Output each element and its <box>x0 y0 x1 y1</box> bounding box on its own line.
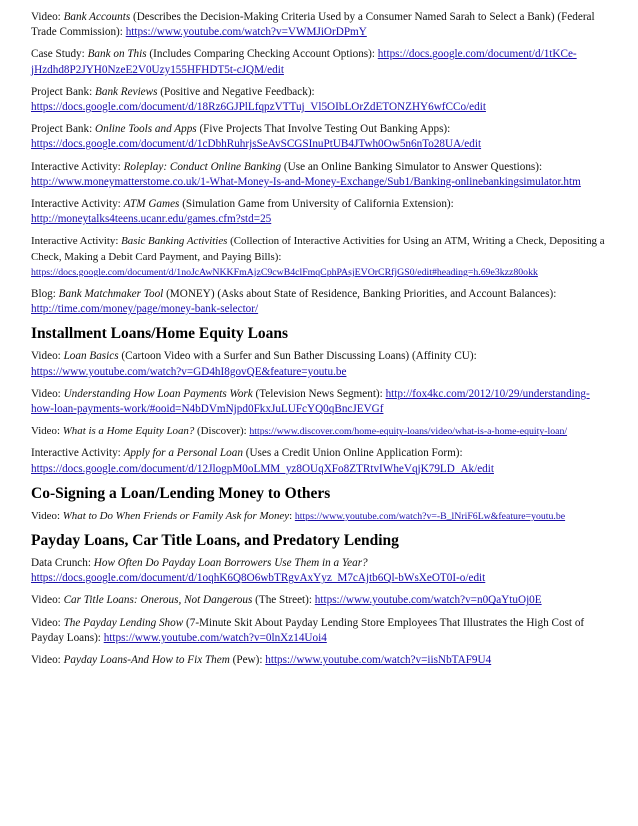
section-heading-co-signing-a-loan-lending-money-to-others: Co-Signing a Loan/Lending Money to Others <box>31 484 331 502</box>
resource-type: Interactive Activity: <box>31 198 121 211</box>
resource-type: Interactive Activity: <box>31 160 121 173</box>
resource-link[interactable]: https://www.youtube.com/watch?v=-B_lNriF6Lw&feature=youtu.be <box>294 510 566 522</box>
resource-link[interactable]: https://www.youtube.com/watch?v=iisNbTAF9U4 <box>265 654 492 667</box>
resource-title: Online Tools and Apps <box>95 123 197 136</box>
resource-title: Car Title Loans: Onerous, Not Dangerous <box>63 594 253 607</box>
resource-entry <box>31 509 608 524</box>
resource-type: Video: <box>31 11 61 23</box>
resource-entry <box>31 197 608 227</box>
resource-title: What to Do When Friends or Family Ask for Money <box>62 509 290 522</box>
resource-link[interactable]: https://docs.google.com/document/d/1noJcAwNKKFmAjzC9cwB4clFmqCphPAsjEVOrCRfjGS0/edit#heading=h.69e3kzz80okk <box>31 266 538 278</box>
resource-description: (Five Projects That Involve Testing Out Banking Apps): <box>196 123 451 136</box>
resource-entry <box>31 653 608 668</box>
resource-link[interactable]: https://www.discover.com/home-equity-loans/video/what-is-a-home-equity-loan/ <box>249 426 568 438</box>
resource-type: Project Bank: <box>31 85 93 98</box>
resource-link[interactable]: http://time.com/money/page/money-bank-selector/ <box>31 303 259 316</box>
resource-entry <box>31 349 608 379</box>
resource-link[interactable]: http://moneytalks4teens.ucanr.edu/games.cfm?std=25 <box>31 213 272 226</box>
resource-type: Blog: <box>31 288 56 301</box>
resource-entry <box>31 387 608 417</box>
resource-description: (Simulation Game from University of California Extension): <box>179 198 454 211</box>
resource-title: Payday Loans-And How to Fix Them <box>63 654 230 667</box>
resource-link[interactable]: http://fox4kc.com/2012/10/29/understanding-how-loan-payments-work/#ooid=N4bDVmNjpd0FkxJuLUFcYQ0qBncJEVGf <box>31 387 590 416</box>
resource-description: (Discover): <box>194 425 250 438</box>
resource-link[interactable]: https://docs.google.com/document/d/1cDbhRuhrjsSeAvSCGSInuPtUB4JTwh0Ow5n6nTo28UA/edit <box>31 138 482 151</box>
resource-link[interactable]: https://www.youtube.com/watch?v=VWMJiOrDPmY <box>125 26 367 39</box>
resource-description: : <box>289 509 295 522</box>
resource-entry <box>31 424 608 439</box>
resource-type: Video: <box>31 425 60 438</box>
resource-type: Video: <box>31 350 61 363</box>
resource-type: Case Study: <box>31 48 85 61</box>
resource-entry <box>31 234 608 280</box>
resource-description: (Use an Online Banking Simulator to Answer Questions): <box>281 160 543 173</box>
resource-description: (Positive and Negative Feedback): <box>157 85 315 98</box>
resource-description: (MONEY) (Asks about State of Residence, Banking Priorities, and Account Balances): <box>163 288 557 301</box>
resource-title: Bank Reviews <box>95 85 158 98</box>
resource-title: Apply for a Personal Loan <box>123 447 243 460</box>
resource-link[interactable]: https://www.youtube.com/watch?v=n0QaYtuOj0E <box>314 594 542 607</box>
resource-title: Understanding How Loan Payments Work <box>63 387 253 400</box>
resource-title: How Often Do Payday Loan Borrowers Use Them in a Year? <box>93 557 368 570</box>
resource-entry <box>31 122 608 152</box>
resource-title: What is a Home Equity Loan? <box>62 425 195 438</box>
resource-description: (Includes Comparing Checking Account Options): <box>146 48 378 61</box>
resource-title: Loan Basics <box>63 350 119 363</box>
resource-title: Roleplay: Conduct Online Banking <box>123 160 282 173</box>
resource-entry <box>31 287 608 317</box>
resource-entry <box>31 85 608 115</box>
resource-entry <box>31 556 608 586</box>
resource-type: Video: <box>31 387 61 400</box>
resource-description: (Uses a Credit Union Online Application Form): <box>242 447 463 460</box>
resource-link[interactable]: https://docs.google.com/document/d/1tKCe-jHzdhd8P2JYH0NzeE2V0Uzy155HFHDT5t-cJQM/edit <box>31 48 577 76</box>
resource-title: Bank Accounts <box>63 11 131 23</box>
resource-description: (Pew): <box>229 654 266 667</box>
resource-title: ATM Games <box>123 198 180 211</box>
resource-type: Video: <box>31 594 61 607</box>
resource-entry <box>31 593 608 608</box>
resource-entry <box>31 616 608 646</box>
resource-type: Interactive Activity: <box>31 235 119 248</box>
resource-link[interactable]: https://www.youtube.com/watch?v=0lnXz14Uoi4 <box>103 631 327 644</box>
resource-description: (Describes the Decision-Making Criteria Used by a Consumer Named Sarah to Select a Bank) (Federal Trade Commission): <box>31 11 595 39</box>
section-heading-payday-loans-car-title-loans-and-predatory-lending: Payday Loans, Car Title Loans, and Predatory Lending <box>31 532 399 550</box>
resource-entry <box>31 446 608 476</box>
resource-description: (Television News Segment): <box>252 387 386 400</box>
resource-entry <box>31 47 608 77</box>
resource-title: The Payday Lending Show <box>63 616 184 629</box>
resource-description: (Cartoon Video with a Surfer and Sun Bather Discussing Loans) (Affinity CU): <box>118 350 477 363</box>
resource-type: Project Bank: <box>31 123 93 136</box>
resource-link[interactable]: https://www.youtube.com/watch?v=GD4hI8govQE&feature=youtu.be <box>31 365 347 378</box>
resource-type: Video: <box>31 654 61 667</box>
resource-entry <box>31 160 608 190</box>
resource-type: Interactive Activity: <box>31 447 121 460</box>
resource-link[interactable]: http://www.moneymatterstome.co.uk/1-What-Money-Is-and-Money-Exchange/Sub1/Banking-onlinebankingsimulator.htm <box>31 175 581 188</box>
resource-description: (7-Minute Skit About Payday Lending Store Employees That Illustrates the High Cost of Payday Loans): <box>31 616 585 644</box>
resource-link[interactable]: https://docs.google.com/document/d/1oqhK6Q8O6wbTRgvAxYyz_M7cAjtb6Ql-bWsXeOT0I-o/edit <box>31 572 486 585</box>
resource-title: Bank Matchmaker Tool <box>58 288 164 301</box>
resource-description: (Collection of Interactive Activities for Using an ATM, Writing a Check, Depositing a Check, Making a Debit Card Payment, and Paying Bills): <box>31 235 605 263</box>
resource-type: Data Crunch: <box>31 557 91 570</box>
resource-entry <box>31 10 608 40</box>
resource-title: Basic Banking Activities <box>121 235 228 248</box>
resource-link[interactable]: https://docs.google.com/document/d/12JlogpM0oLMM_yz8OUqXFo8ZTRtvIWheVqjK79LD_Ak/edit <box>31 462 494 475</box>
section-heading-installment-loans-home-equity-loans: Installment Loans/Home Equity Loans <box>31 325 289 343</box>
resource-title: Bank on This <box>87 48 147 61</box>
resource-description: (The Street): <box>252 594 315 607</box>
resource-type: Video: <box>31 509 60 522</box>
resource-type: Video: <box>31 616 61 629</box>
resource-link[interactable]: https://docs.google.com/document/d/18Rz6GJPlLfqpzVTTuj_Vl5OIbLOrZdETONZHY6wfCCo/edit <box>31 101 486 114</box>
